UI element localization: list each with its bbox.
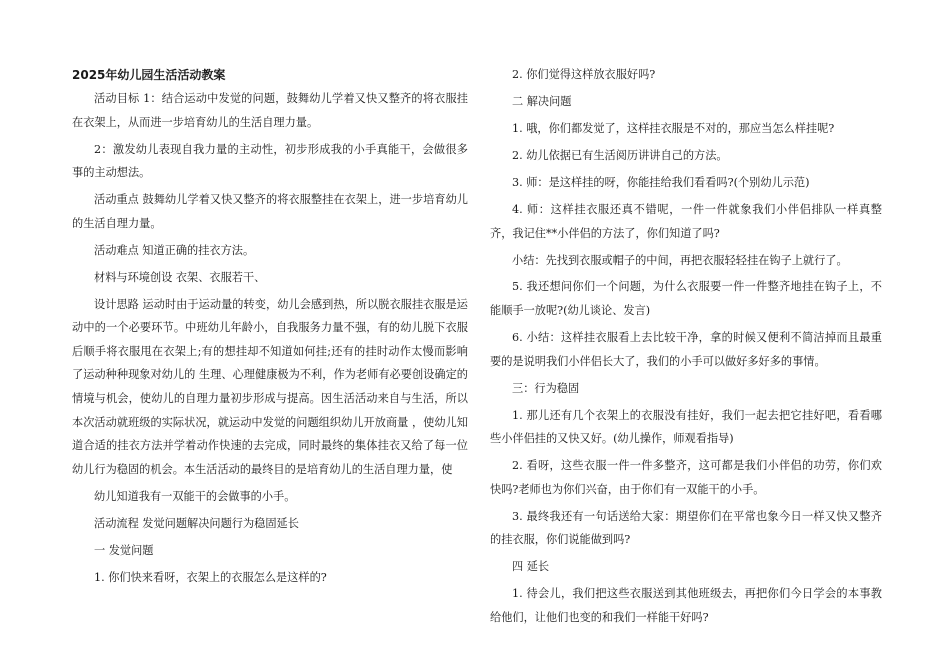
left-paragraph: 2：激发幼儿表现自我力量的主动性，初步形成我的小手真能干，会做很多事的主动想法。 xyxy=(72,142,468,180)
left-paragraph: 设计思路 运动时由于运动量的转变，幼儿会感到热，所以脱衣服挂衣服是运动中的一个必要环节。中班幼儿年龄小，自我服务力量不强，有的幼儿脱下衣服后顺手将衣服甩在衣架上;有的想挂却不知道如何挂;还有的挂时动作太慢而影响了运动种种现象对幼儿的 生理、心理健康极为不利，作为老师有必要创设确定的情境与机会，使幼儿的自理力量初步形成与提高。因生活活动来自与生活，所以本次活动就班级的实际状况，就运动中发觉的问题组织幼儿开放商量 ，使幼儿知道合适的挂衣方法并学着动作快速的去完成，同时最终的集体挂衣又给了每一位幼儿行为稳固的机会。本生活活动的最终目的是培育幼儿的生活自理力量，使 xyxy=(72,297,468,476)
right-paragraph: 三：行为稳固 xyxy=(512,381,580,395)
right-paragraph: 1. 那儿还有几个衣架上的衣服没有挂好，我们一起去把它挂好吧，看看哪些小伴侣挂的又快又好。(幼儿操作，师观看指导) xyxy=(490,408,882,446)
right-paragraph: 3. 师：是这样挂的呀，你能挂给我们看看吗?(个别幼儿示范) xyxy=(512,175,810,189)
right-paragraph: 1. 待会儿，我们把这些衣服送到其他班级去，再把你们今日学会的本事教给他们，让他们也变的和我们一样能干好吗? xyxy=(490,587,882,624)
left-paragraph: 1. 你们快来看呀，衣架上的衣服怎么是这样的? xyxy=(94,570,327,584)
left-paragraph: 活动难点 知道正确的挂衣方法。 xyxy=(94,243,255,257)
right-paragraph: 6. 小结：这样挂衣服看上去比较干净，拿的时候又便利不简洁掉而且最重要的是说明我们小伴侣长大了，我们的小手可以做好多好多的事情。 xyxy=(490,331,882,368)
right-column xyxy=(490,63,882,633)
left-paragraph: 一 发觉问题 xyxy=(94,543,154,557)
left-paragraph: 幼儿知道我有一双能干的会做事的小手。 xyxy=(94,489,296,503)
right-paragraph: 2. 幼儿依据已有生活阅历讲讲自己的方法。 xyxy=(512,148,728,162)
left-column xyxy=(72,63,468,593)
left-paragraph: 活动目标 1：结合运动中发觉的问题，鼓舞幼儿学着又快又整齐的将衣服挂在衣架上，从而进一步培育幼儿的生活自理力量。 xyxy=(72,92,468,129)
left-paragraph: 材料与环境创设 衣架、衣服若干、 xyxy=(94,270,266,284)
left-paragraph: 活动流程 发觉问题解决问题行为稳固延长 xyxy=(94,516,299,530)
right-paragraph: 5. 我还想问你们一个问题，为什么衣服要一件一件整齐地挂在钩子上，不能顺手一放呢?(幼儿谈论、发言) xyxy=(490,280,882,318)
document-title: 2025年幼儿园生活活动教案 xyxy=(72,68,226,82)
right-paragraph: 小结：先找到衣服或帽子的中间，再把衣服轻轻挂在钩子上就行了。 xyxy=(512,253,848,267)
right-paragraph: 2. 看呀，这些衣服一件一件多整齐，这可都是我们小伴侣的功劳，你们欢快吗?老师也为你们兴奋，由于你们有一双能干的小手。 xyxy=(490,459,882,496)
right-paragraph: 4. 师：这样挂衣服还真不错呢，一件一件就象我们小伴侣排队一样真整齐，我记住**小伴侣的方法了，你们知道了吗? xyxy=(490,202,882,240)
right-paragraph: 2. 你们觉得这样放衣服好吗? xyxy=(512,68,656,81)
right-paragraph: 3. 最终我还有一句话送给大家：期望你们在平常也象今日一样又快又整齐的挂衣服，你们说能做到吗? xyxy=(490,509,882,547)
left-paragraph: 活动重点 鼓舞幼儿学着又快又整齐的将衣服整挂在衣架上，进一步培育幼儿的生活自理力量。 xyxy=(72,193,468,230)
right-paragraph: 四 延长 xyxy=(512,560,550,574)
right-paragraph: 二 解决问题 xyxy=(512,94,572,108)
right-paragraph: 1. 哦，你们都发觉了，这样挂衣服是不对的，那应当怎么样挂呢? xyxy=(512,121,835,135)
